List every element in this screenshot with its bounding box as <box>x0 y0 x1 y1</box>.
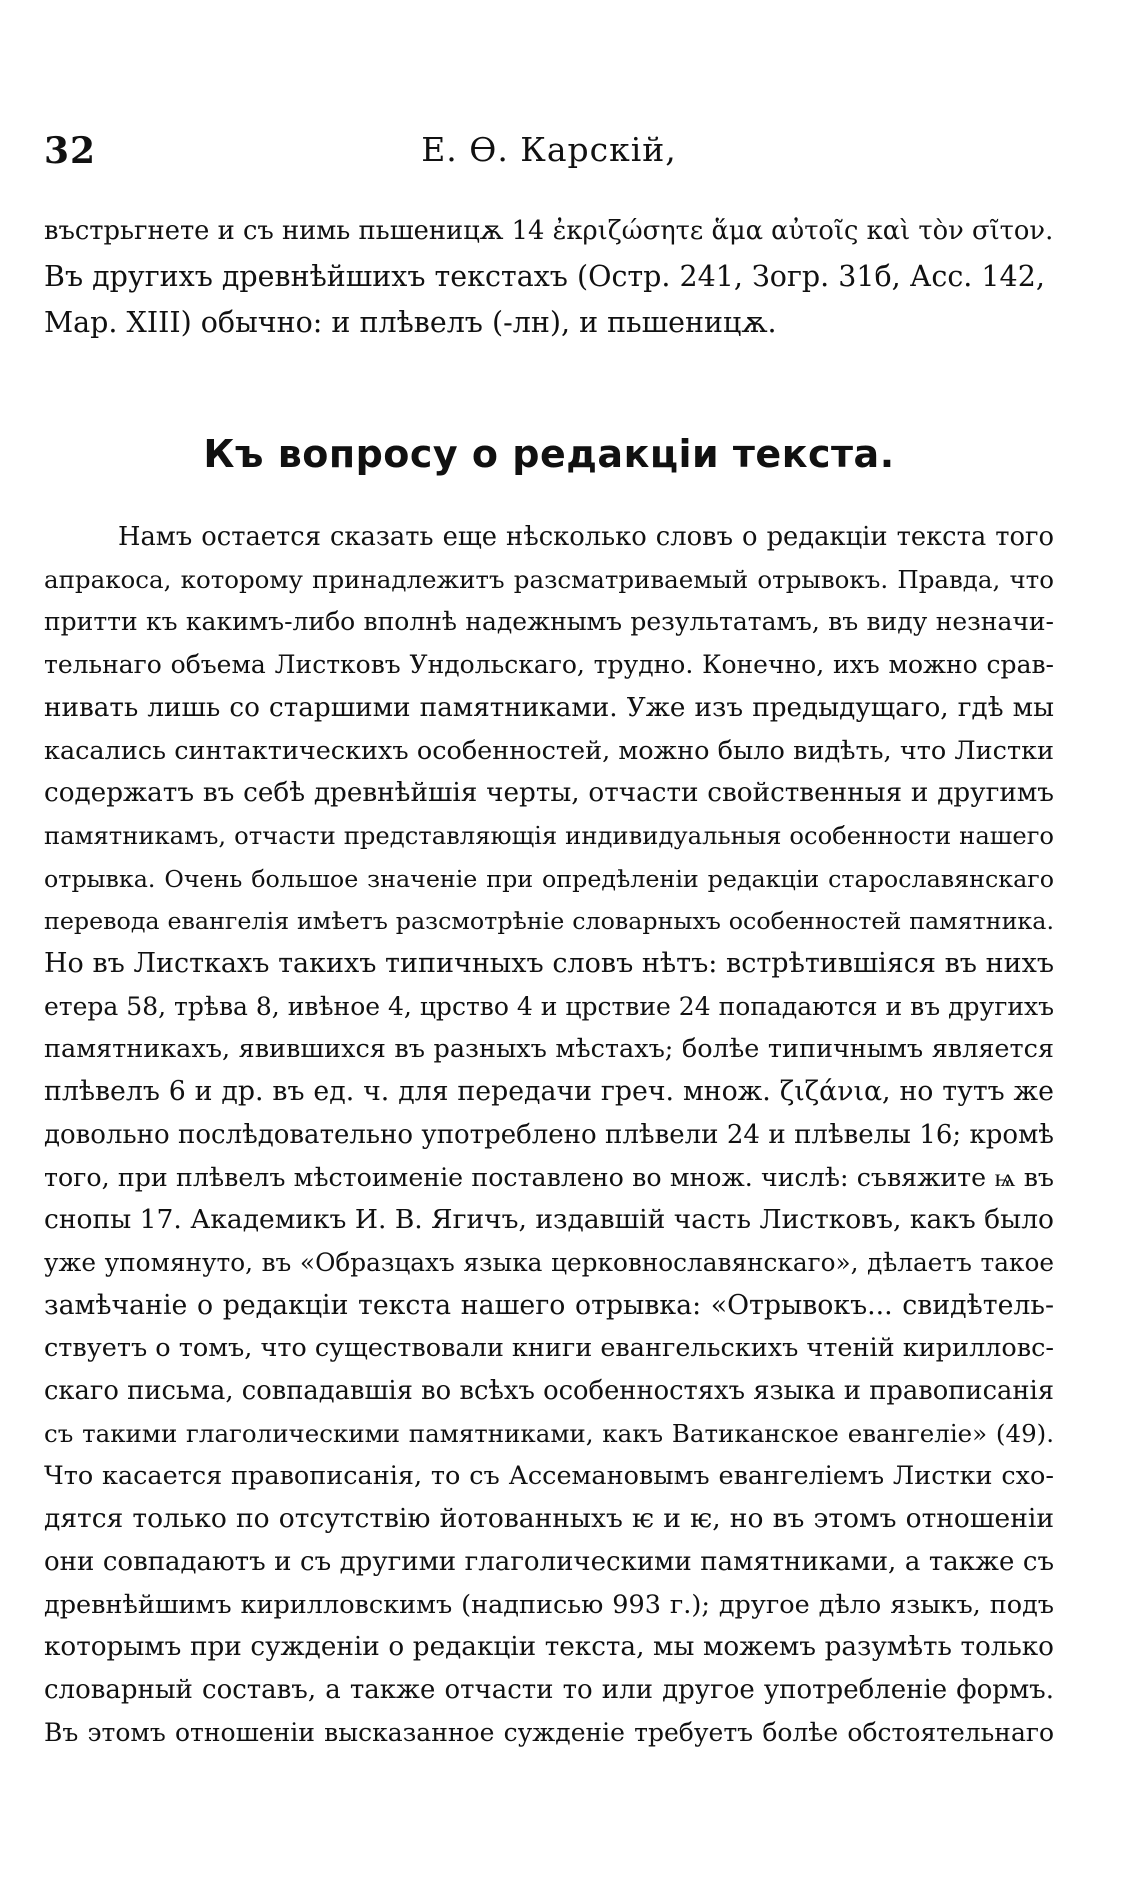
section-heading: Къ вопросу о редакціи текста. <box>203 432 895 476</box>
text-line: дятся только по отсутствію йотованныхъ ѥ и ѥ, но въ этомъ отношеніи <box>44 1503 1054 1535</box>
text-line: етера 58, трѣва 8, ивѣное 4, црство 4 и црствие 24 попадаются и въ другихъ <box>44 991 1054 1021</box>
text-line: ствуетъ о томъ, что существовали книги евангельскихъ чтеній кирилловс- <box>44 1333 1054 1364</box>
text-line: апракоса, которому принадлежитъ разсматриваемый отрывокъ. Правда, что <box>44 564 1054 594</box>
text-line: скаго письма, совпадавшія во всѣхъ особенностяхъ языка и правописанія <box>44 1376 1054 1407</box>
text-line: содержатъ въ себѣ древнѣйшія черты, отчасти свойственныя и другимъ <box>44 778 1054 809</box>
text-line: которымъ при сужденіи о редакціи текста, мы можемъ разумѣть только <box>44 1632 1054 1663</box>
text-line: того, при плѣвелъ мѣстоименіе поставлено во множ. числѣ: съвяжите ѩ въ <box>44 1162 1054 1192</box>
running-head <box>44 122 1054 182</box>
text-line: нивать лишь со старшими памятниками. Уже изъ предыдущаго, гдѣ мы <box>44 692 1054 723</box>
text-line: Но въ Листкахъ такихъ типичныхъ словъ нѣтъ: встрѣтившіяся въ нихъ <box>44 948 1054 980</box>
body-paragraph <box>44 516 1054 1754</box>
text-line: касались синтактическихъ особенностей, можно было видѣть, что Листки <box>44 735 1054 766</box>
text-line: памятникахъ, явившихся въ разныхъ мѣстахъ; болѣе типичнымъ является <box>44 1034 1054 1065</box>
text-line: съ такими глаголическими памятниками, какъ Ватиканское евангеліе» (49). <box>44 1418 1054 1448</box>
text-line: притти къ какимъ-либо вполнѣ надежнымъ результатамъ, въ виду незначи- <box>44 607 1054 637</box>
text-line: Мар. XIII) обычно: и плѣвелъ (-лн), и пьшеницѫ. <box>44 306 777 339</box>
running-title: Е. Ѳ. Карскій, <box>421 130 677 169</box>
text-line: отрывка. Очень большое значеніе при опредѣленіи редакціи старославянскаго <box>44 864 1054 893</box>
book-page <box>44 122 1054 1754</box>
text-line: словарный составъ, а также отчасти то или другое употребленіе формъ. <box>44 1674 1054 1705</box>
text-line: тельнаго объема Листковъ Ундольскаго, трудно. Конечно, ихъ можно срав- <box>44 650 1054 680</box>
text-line: перевода евангелія имѣетъ разсмотрѣніе словарныхъ особенностей памятника. <box>44 907 1054 936</box>
text-line: довольно послѣдовательно употреблено плѣвели 24 и плѣвелы 16; кромѣ <box>44 1119 1054 1150</box>
continued-text <box>44 208 1054 346</box>
text-line: Что касается правописанія, то съ Ассемановымъ евангеліемъ Листки схо- <box>44 1461 1054 1492</box>
text-line: снопы 17. Академикъ И. В. Ягичъ, издавшій часть Листковъ, какъ было <box>44 1204 1054 1236</box>
text-line: памятникамъ, отчасти представляющія индивидуальныя особенности нашего <box>44 820 1054 850</box>
text-line: древнѣйшимъ кирилловскимъ (надписью 993 г.); другое дѣло языкъ, подъ <box>44 1589 1054 1620</box>
text-line: въстрьгнете и съ нимь пьшеницѫ 14 ἐκριζώσητε ἅμα αὐτοῖς καὶ τὸν σῖτον. <box>44 216 1054 246</box>
text-line: Намъ остается сказать еще нѣсколько словъ о редакціи текста того <box>118 522 1054 552</box>
text-line: они совпадаютъ и съ другими глаголическими памятниками, а также съ <box>44 1546 1054 1577</box>
text-line: Въ другихъ древнѣйшихъ текстахъ (Остр. 241, Зогр. 31б, Асс. 142, <box>44 260 1045 293</box>
text-line: замѣчаніе о редакціи текста нашего отрывка: «Отрывокъ... свидѣтель- <box>44 1289 1054 1321</box>
text-line: плѣвелъ 6 и др. въ ед. ч. для передачи греч. множ. ζιζάνια, но тутъ же <box>44 1076 1054 1108</box>
page-number: 32 <box>44 130 97 172</box>
text-line: уже упомянуто, въ «Образцахъ языка церковнославянскаго», дѣлаетъ такое <box>44 1247 1054 1277</box>
text-line: Въ этомъ отношеніи высказанное сужденіе требуетъ болѣе обстоятельнаго <box>44 1717 1054 1747</box>
